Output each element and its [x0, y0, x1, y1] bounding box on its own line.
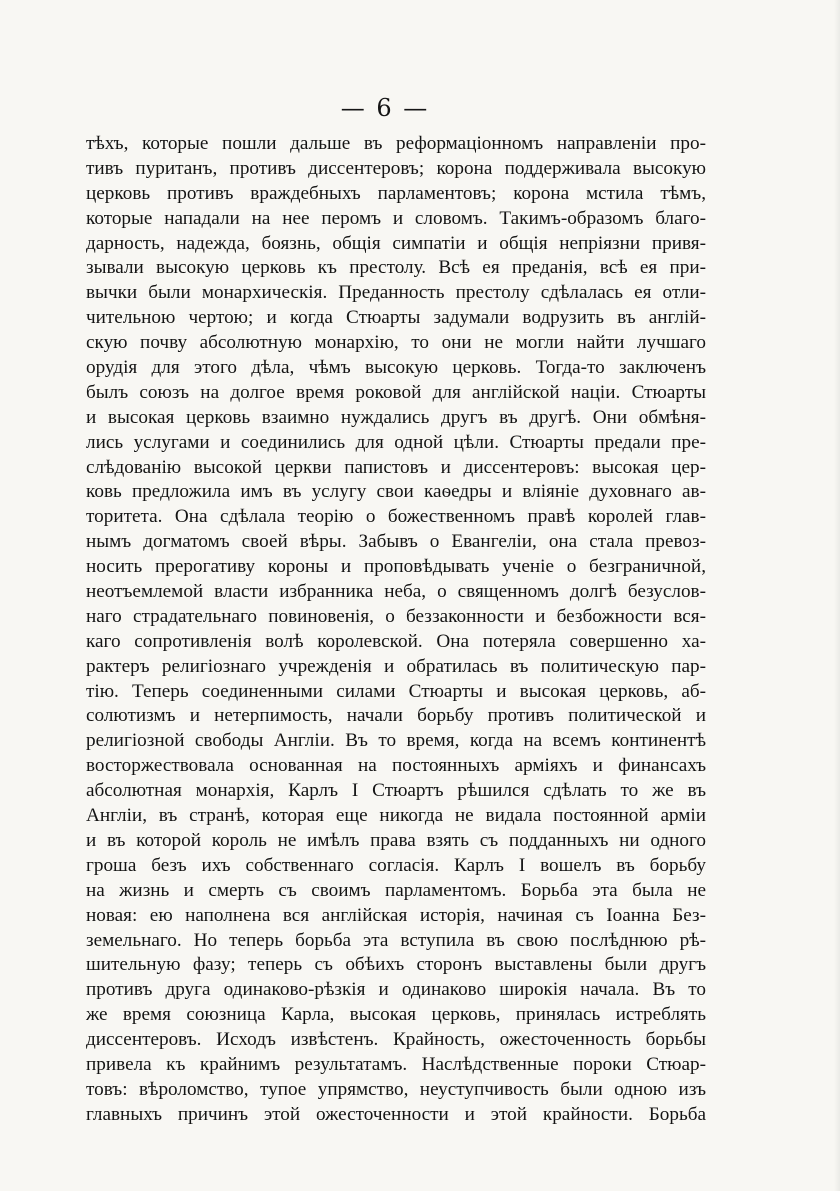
text-line: носить прерогативу короны и проповѣдывать ученіе о безграничной,: [86, 556, 706, 578]
text-line: тѣхъ, которые пошли дальше въ реформаціонномъ направленіи про-: [86, 133, 706, 154]
page-number: — 6 —: [340, 94, 430, 122]
text-line: противъ друга одинаково-рѣзкія и одинаково широкія начала. Въ то: [86, 979, 706, 1001]
text-line: церковь противъ враждебныхъ парламентовъ; корона мстила тѣмъ,: [86, 182, 706, 204]
text-line: рактеръ религіознаго учрежденія и обратилась въ политическую пар-: [86, 655, 706, 677]
text-line: тивъ пуританъ, противъ диссентеровъ; корона поддерживала высокую: [86, 157, 706, 179]
body-text: [86, 132, 706, 1128]
text-line: же время союзница Карла, высокая церковь, принялась истреблять: [86, 1004, 706, 1026]
text-line: ковь предложила имъ въ услугу свои каѳедры и вліяніе духовнаго ав-: [86, 481, 706, 503]
text-line: дарность, надежда, боязнь, общія симпатіи и общія непріязни привя-: [86, 232, 706, 254]
text-line: новая: ею наполнена вся англійская исторія, начиная съ Іоанна Без-: [86, 904, 706, 926]
text-line: торитета. Она сдѣлала теорію о божественномъ правѣ королей глав-: [86, 506, 706, 528]
text-line: земельнаго. Но теперь борьба эта вступила въ свою послѣднюю рѣ-: [86, 929, 706, 951]
text-line: тію. Теперь соединенными силами Стюарты и высокая церковь, аб-: [86, 680, 706, 702]
text-line: Англіи, въ странѣ, которая еще никогда не видала постоянной арміи: [86, 805, 706, 827]
text-line: слѣдованію высокой церкви папистовъ и диссентеровъ: высокая цер-: [86, 456, 706, 478]
text-line: орудія для этого дѣла, чѣмъ высокую церковь. Тогда-то заключенъ: [86, 357, 706, 379]
text-line: абсолютная монархія, Карлъ I Стюартъ рѣшился сдѣлать то же въ: [86, 780, 706, 802]
text-line: религіозной свободы Англіи. Въ то время, когда на всемъ континентѣ: [86, 730, 706, 752]
text-line: нымъ догматомъ своей вѣры. Забывъ о Евангеліи, она стала превоз-: [86, 531, 706, 553]
text-line: чительною чертою; и когда Стюарты задумали водрузить въ англій-: [86, 307, 706, 329]
text-line: шительную фазу; теперь съ обѣихъ сторонъ выставлены были другъ: [86, 954, 706, 976]
text-line: былъ союзъ на долгое время роковой для англійской націи. Стюарты: [86, 381, 706, 403]
text-line: неотъемлемой власти избранника неба, о священномъ долгѣ безуслов-: [86, 581, 706, 603]
text-line: наго страдательнаго повиновенія, о беззаконности и безбожности вся-: [86, 605, 706, 627]
text-line: скую почву абсолютную монархію, то они не могли найти лучшаго: [86, 332, 706, 354]
text-line: на жизнь и смерть съ своимъ парламентомъ. Борьба эта была не: [86, 879, 706, 901]
text-line: солютизмъ и нетерпимость, начали борьбу противъ политической и: [86, 705, 706, 727]
text-line: лись услугами и соединились для одной цѣли. Стюарты предали пре-: [86, 431, 706, 453]
text-line: диссентеровъ. Исходъ извѣстенъ. Крайность, ожесточенность борьбы: [86, 1029, 706, 1051]
text-line: которые нападали на нее перомъ и словомъ. Такимъ-образомъ благо-: [86, 207, 706, 229]
text-line: зывали высокую церковь къ престолу. Всѣ ея преданія, всѣ ея при-: [86, 257, 706, 279]
text-line: и высокая церковь взаимно нуждались другъ въ другѣ. Они обмѣня-: [86, 406, 706, 428]
text-line: восторжествовала основанная на постоянныхъ арміяхъ и финансахъ: [86, 755, 706, 777]
text-line: привела къ крайнимъ результатамъ. Наслѣдственные пороки Стюар-: [86, 1053, 706, 1075]
text-line: и въ которой король не имѣлъ права взять съ подданныхъ ни одного: [86, 829, 706, 851]
text-line: гроша безъ ихъ собственнаго согласія. Карлъ I вошелъ въ борьбу: [86, 854, 706, 876]
scan-edge-shadow: [834, 0, 840, 1191]
text-line: каго сопротивленія волѣ королевской. Она потеряла совершенно ха-: [86, 630, 706, 652]
text-line: главныхъ причинъ этой ожесточенности и этой крайности. Борьба: [86, 1103, 706, 1125]
text-line: вычки были монархическія. Преданность престолу сдѣлалась ея отли-: [86, 282, 706, 304]
text-line: товъ: вѣроломство, тупое упрямство, неуступчивость были одною изъ: [86, 1078, 706, 1100]
